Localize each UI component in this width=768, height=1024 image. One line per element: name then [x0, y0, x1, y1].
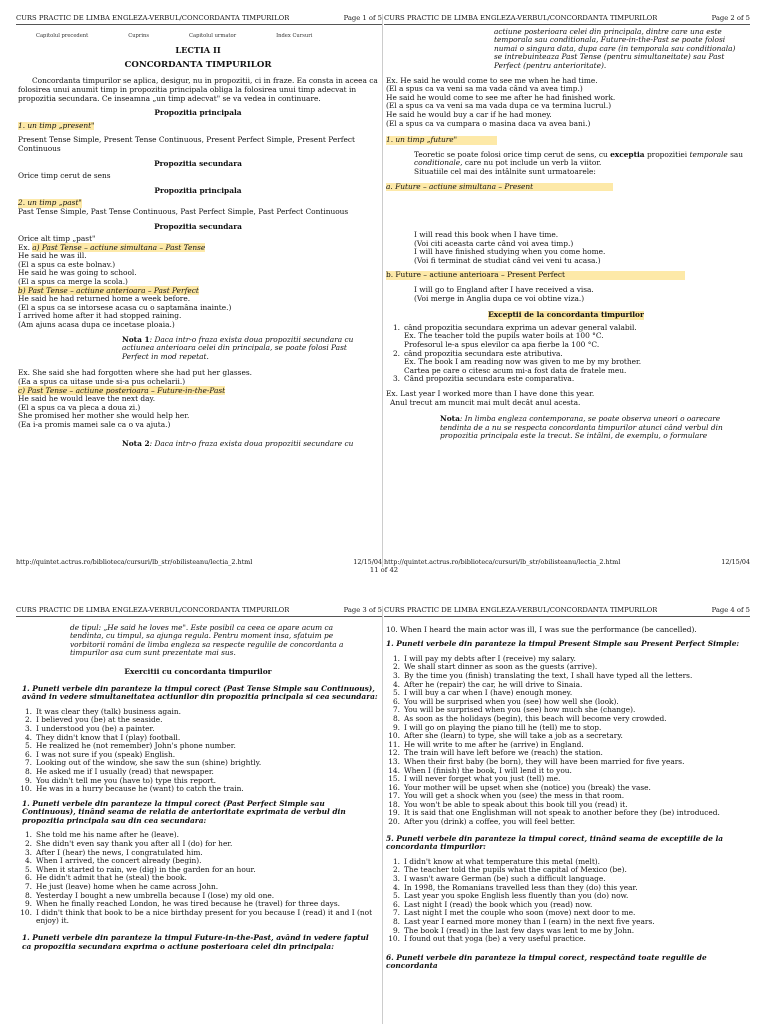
- rule-simultaneous: a) Past Tense – actiune simultana – Past Tense: [32, 242, 206, 252]
- footer-date: 12/15/04: [353, 558, 382, 567]
- list-item: 7. You will be surprised when you (see) how much she (change).: [392, 705, 636, 715]
- list-item: 3. After I (hear) the news, I congratulated him.: [24, 847, 203, 857]
- example-line: I arrived home after it had stopped raining.: [18, 311, 182, 321]
- section-heading: Propozitia principala: [154, 108, 242, 118]
- example-line: I will have finished studying when you come home.: [414, 247, 606, 257]
- list-item: 3. By the time you (finish) translating the text, I shall have typed all the letters.: [392, 670, 693, 680]
- exercise-list: [18, 831, 378, 926]
- document-page-1: [16, 14, 383, 567]
- list-item: 8. As soon as the holidays (begin), this beach will become very crowded.: [392, 713, 667, 723]
- list-item: 5. When it started to rain, we (dig) in the garden for an hour.: [24, 864, 256, 874]
- example-line: He said he was going to school.: [18, 268, 137, 278]
- example-line: I will go to England after I have received a visa.: [414, 285, 594, 295]
- example-line: (Am ajuns acasa dupa ce incetase ploaia.): [18, 320, 175, 330]
- intro-paragraph: Concordanta timpurilor se aplica, desigur, nu in propozitii, ci in fraze. Ea consta in aceea ca folosirea unui anumit timp in propozitia principala obliga la folosirea unui timp adecvat in propozitia secundara. Ce inseamna „un timp adecvat" se va vedea in continuare.: [18, 76, 378, 103]
- list-item: 4. In 1998, the Romanians travelled less than they (do) this year.: [392, 882, 638, 892]
- list-item: 2. I believed you (be) at the seaside.: [24, 715, 163, 725]
- exercise-instruction: 1. Puneti verbele din paranteze la timpul corect (Past Tense Simple sau Continuous), având in vedere simultaneitatea actiunilor din propozitia principala si cea secundara:: [22, 683, 378, 702]
- document-page-3: [16, 606, 383, 1024]
- rule-anterior: b) Past Tense – actiune anterioara – Past Perfect: [18, 285, 199, 295]
- example-prefix: Ex.: [18, 242, 33, 252]
- list-item: 9. The book I (read) in the last few days was lent to me by John.: [392, 925, 635, 935]
- exercise-list: [386, 655, 746, 827]
- list-item: Ex. The teacher told the pupils water boils at 100 °C.: [404, 331, 604, 341]
- list-item: 4. When I arrived, the concert already (begin).: [24, 856, 202, 866]
- page-number: Page 2 of 5: [711, 14, 750, 22]
- example-line: (El a spus ca va veni sa ma vada când va avea timp.): [386, 84, 583, 94]
- exercise-item: 10. When I heard the main actor was ill, I was sue the performance (be cancelled).: [386, 624, 697, 634]
- list-item: Cartea pe care o citesc acum mi-a fost data de fratele meu.: [404, 365, 627, 375]
- list-item: 5. I will buy a car when I (have) enough money.: [392, 688, 573, 698]
- list-item: 10. I didn't think that book to be a nice birthday present for you because I (read) it and I (not enjoy) it.: [20, 907, 373, 926]
- footer-url: http://quintet.actrus.ro/biblioteca/cursuri/lb_str/obilisteanu/lectia_2.html: [16, 558, 253, 567]
- example-line: He said he would buy a car if he had money.: [386, 109, 552, 119]
- note-2: Nota 2: Daca intr-o fraza exista doua propozitii secundare cu: [122, 438, 354, 448]
- example-line: Anul trecut am muncit mai mult decât anul acesta.: [390, 397, 581, 407]
- list-item: 10. I found out that yoga (be) a very useful practice.: [388, 934, 586, 944]
- list-item: 8. Last year I earned more money than I (earn) in the next five years.: [392, 917, 655, 926]
- exercise-instruction: 5. Puneti verbele din paranteze la timpul corect, tinând seama de exceptiile de la concordanta timpurilor:: [386, 833, 724, 852]
- list-item: 18. You won't be able to speak about this book till you (read) it.: [388, 799, 628, 809]
- page-number: Page 3 of 5: [343, 606, 382, 614]
- lesson-number: LECTIA II: [175, 45, 221, 56]
- chapter-nav: [36, 32, 378, 41]
- list-item: 10. He was in a hurry because he (want) to catch the train.: [20, 784, 244, 794]
- example-line: (El a spus ca va veni sa ma vada dupa ce va termina lucrul.): [386, 101, 612, 111]
- list-item: 1. She told me his name after he (leave).: [24, 830, 179, 840]
- example-line: He said he was ill.: [18, 251, 87, 261]
- list-item: 6. You will be surprised when you (see) how well she (look).: [392, 696, 619, 706]
- list-item: Ex. The book I am reading now was given to me by my brother.: [404, 357, 642, 367]
- header-title: CURS PRACTIC DE LIMBA ENGLEZA-VERBUL/CONCORDANTA TIMPURILOR: [16, 14, 290, 22]
- present-tenses-list: Present Tense Simple, Present Tense Continuous, Present Perfect Simple, Present Perfect Continuous: [18, 135, 356, 153]
- section-heading: Propozitia secundara: [154, 221, 242, 231]
- rule-future-anterior: b. Future – actiune anterioara – Present Perfect: [386, 271, 685, 280]
- example-line: (El a spus ca va pleca a doua zi.): [18, 402, 141, 412]
- rule-item-future: 1. un timp „future": [386, 136, 497, 145]
- list-item: 1. It was clear they (talk) business again.: [24, 706, 181, 716]
- page-header: [16, 14, 382, 25]
- page-header: [384, 606, 750, 617]
- page-header: [384, 14, 750, 25]
- list-item: 3. I wasn't aware German (be) such a difficult language.: [392, 874, 606, 884]
- example-line: He said he would leave the next day.: [18, 394, 156, 404]
- list-item: 13. When their first baby (be born), they will have been married for five years.: [388, 756, 685, 766]
- list-item: 6. Last night I (read) the book which you (read) now.: [392, 899, 593, 909]
- rule-posterior: c) Past Tense – actiune posterioara – Future-in-the-Past: [18, 385, 226, 395]
- rule-item-present: 1. un timp „present": [18, 120, 95, 130]
- theory-text: Teoretic se poate folosi orice timp cerut de sens, cu exceptia propozitiei temporale sau conditionale, care nu pot include un verb la viitor.: [414, 149, 744, 168]
- document-page-2: [384, 14, 750, 567]
- header-title: CURS PRACTIC DE LIMBA ENGLEZA-VERBUL/CONCORDANTA TIMPURILOR: [16, 606, 290, 614]
- list-item: 8. He asked me if I usually (read) that newspaper.: [24, 766, 214, 776]
- nav-link-contents[interactable]: Cuprins: [128, 32, 150, 39]
- list-item: 6. I was not sure if you (speak) English.: [24, 749, 176, 759]
- list-item: 7. Last night I met the couple who soon (move) next door to me.: [392, 908, 636, 918]
- note: Nota: In limba engleza contemporana, se poate observa uneori o oarecare tendinta de a nu se respecta concordanta timpurilor atunci când verbul din propozitia principala este la trecut. Se intâlni, de exemplu, o formulare: [440, 414, 723, 441]
- list-item: 4. After he (repair) the car, he will drive to Sinaia.: [392, 679, 583, 689]
- header-title: CURS PRACTIC DE LIMBA ENGLEZA-VERBUL/CONCORDANTA TIMPURILOR: [384, 606, 658, 614]
- example-line: He said he would come to see me after he had finished work.: [386, 92, 616, 102]
- list-item: 9. I will go on playing the piano till he (tell) me to stop.: [392, 722, 602, 732]
- page-number: Page 4 of 5: [711, 606, 750, 614]
- page-number: Page 1 of 5: [343, 14, 382, 22]
- list-item: 9. You didn't tell me you (have to) type this report.: [24, 775, 216, 785]
- example-line: He said he had returned home a week before.: [18, 294, 191, 304]
- example-line: (Voi merge in Anglia dupa ce voi obtine viza.): [414, 293, 585, 303]
- nav-link-previous[interactable]: Capitolul precedent: [36, 32, 89, 39]
- page-header: [16, 606, 382, 617]
- example-line: Ex. She said she had forgotten where she had put her glasses.: [18, 368, 252, 378]
- list-item: Profesorul le-a spus elevilor ca apa fierbe la 100 °C.: [404, 340, 600, 350]
- exercise-list: [18, 708, 378, 794]
- list-item: 11. He will write to me after he (arrive) in England.: [388, 739, 584, 749]
- section-heading: Propozitia secundara: [154, 158, 242, 168]
- example-line: I will read this book when I have time.: [414, 230, 559, 240]
- list-item: 9. When he finally reached London, he was tired because he (travel) for three days.: [24, 899, 340, 909]
- list-item: 2. The teacher told the pupils what the capital of Mexico (be).: [392, 865, 627, 875]
- header-title: CURS PRACTIC DE LIMBA ENGLEZA-VERBUL/CONCORDANTA TIMPURILOR: [384, 14, 658, 22]
- section-heading: Propozitia principala: [154, 185, 242, 195]
- footer-url: http://quintet.actrus.ro/biblioteca/cursuri/lb_str/obilisteanu/lectia_2.html: [384, 558, 621, 567]
- example-line: Ex. He said he would come to see me when he had time.: [386, 75, 598, 85]
- lesson-title: CONCORDANTA TIMPURILOR: [124, 59, 272, 70]
- list-item: 15. I will never forget what you just (tell) me.: [388, 774, 561, 784]
- list-item: 8. Yesterday I bought a new umbrella because I (lose) my old one.: [24, 890, 275, 900]
- example-line: (El a spus ca va cumpara o masina daca va avea bani.): [386, 118, 591, 128]
- nav-link-index[interactable]: Index Cursuri: [276, 32, 313, 39]
- body-text: Situatiile cel mai des intâlnite sunt urmatoarele:: [414, 166, 596, 176]
- list-item: 1. când propozitia secundara exprima un adevar general valabil.: [392, 322, 637, 332]
- list-item: 20. After you (drink) a coffee, you will feel better.: [388, 817, 576, 827]
- exercise-instruction: 1. Puneti verbele din paranteze la timpul Future-in-the-Past, având in vedere faptul ca propozitia secundara exprima o actiune posterioara celei din principala:: [22, 933, 369, 951]
- example-line: She promised her mother she would help her.: [18, 411, 190, 421]
- exercises-title: Exercitii cu concordanta timpurilor: [124, 666, 272, 676]
- list-item: 3. Când propozitia secundara este comparativa.: [392, 374, 575, 384]
- rule-future-simultaneous: a. Future – actiune simultana – Present: [386, 183, 613, 192]
- exercise-instruction: 1. Puneti verbele din paranteze la timpul corect (Past Perfect Simple sau Continuous), tinând seama de relatia de anterioritate exprimata de verbul din propozitia principala sau din cea secundara:: [22, 798, 346, 825]
- list-item: 2. She didn't even say thank you after all I (do) for her.: [24, 839, 233, 849]
- example-line: (El a spus ca merge la scola.): [18, 277, 128, 287]
- list-item: 4. They didn't know that I (play) football.: [24, 732, 181, 742]
- list-item: 17. You will get a shock when you (see) the mess in that room.: [388, 791, 625, 801]
- example-line: (Voi fi terminat de studiat când vei veni tu acasa.): [414, 255, 601, 265]
- list-item: 14. When I (finish) the book, I will lend it to you.: [388, 765, 572, 775]
- list-item: 19. It is said that one Englishman will not speak to another before they (be) introduced.: [388, 808, 720, 818]
- list-item: 1. I didn't know at what temperature this metal (melt).: [392, 856, 601, 866]
- list-item: 16. Your mother will be upset when she (notice) you (break) the vase.: [388, 782, 651, 792]
- exceptions-list: [386, 324, 746, 384]
- exercise-list: [386, 858, 746, 944]
- list-item: 12. The train will have left before we (reach) the station.: [388, 748, 603, 758]
- example-line: (Ea i-a promis mamei sale ca o va ajuta.): [18, 419, 171, 429]
- body-text: Orice timp cerut de sens: [18, 171, 111, 181]
- list-item: 2. când propozitia secundara este atributiva.: [392, 348, 563, 358]
- exercise-instruction: 6. Puneti verbele din paranteze la timpul corect, respectând toate regulile de concordanta: [386, 952, 707, 971]
- nav-link-next[interactable]: Capitolul urmator: [189, 32, 237, 39]
- document-page-4: [384, 606, 750, 1024]
- footer-date: 12/15/04: [721, 558, 750, 567]
- example-line: Ex. Last year I worked more than I have done this year.: [386, 389, 595, 398]
- list-item: 10. After she (learn) to type, she will take a job as a secretary.: [388, 731, 623, 741]
- list-item: 1. I will pay my debts after I (receive) my salary.: [392, 653, 576, 663]
- section-heading: Exceptii de la concordanta timpurilor: [488, 310, 644, 320]
- body-text: Orice alt timp „past": [18, 234, 96, 244]
- list-item: 7. He just (leave) home when he came across John.: [24, 882, 219, 892]
- example-line: (Ea a spus ca uitase unde si-a pus ochelarii.): [18, 377, 186, 386]
- example-line: (Voi citi aceasta carte când voi avea timp.): [414, 238, 574, 248]
- list-item: 5. He realized he (not remember) John's phone number.: [24, 741, 236, 751]
- page-counter: 11 of 42: [369, 566, 399, 574]
- past-tenses-list: Past Tense Simple, Past Tense Continuous, Past Perfect Simple, Past Perfect Continuous: [18, 206, 349, 216]
- list-item: 6. He didn't admit that he (steal) the book.: [24, 873, 187, 883]
- note-1: Nota 1: Daca intr-o fraza exista doua propozitii secundara cu actiunea anterioara celei din principala, se poate folosi Past Perfect in mod repetat.: [122, 334, 354, 361]
- example-line: (El a spus ca este bolnav.): [18, 259, 116, 269]
- list-item: 2. We shall start dinner as soon as the guests (arrive).: [392, 662, 598, 672]
- exercise-instruction: 1. Puneti verbele din paranteze la timpul Present Simple sau Present Perfect Simple:: [386, 639, 740, 649]
- note-continuation: actiune posterioara celei din principala, dintre care una este temporala sau conditionala, Future-in-the-Past se poate folosi numai o singura data, dupa care (in temporala sau conditionala) se intrebuinteaza Past Tense (pentru simultaneitate) sau Past Perfect (pentru anterioritate).: [494, 26, 736, 70]
- list-item: 5. Last year you spoke English less fluently than you (do) now.: [392, 891, 629, 901]
- example-line: (El a spus ca se intorsese acasa cu o saptamâna inainte.): [18, 302, 232, 312]
- rule-item-past: 2. un timp „past": [18, 198, 82, 208]
- list-item: 7. Looking out of the window, she saw the sun (shine) brightly.: [24, 758, 262, 768]
- note-continuation: de tipul: „He said he loves me". Este posibil ca ceea ce apare acum ca tendinta, cu timpul, sa ajunga regula. Pentru moment insa, sfatuim pe vorbitorii români de limba engleza sa respecte regulile de concordanta a timpurilor asa cum sunt prezentate mai sus.: [70, 622, 344, 658]
- list-item: 3. I understood you (be) a painter.: [24, 723, 155, 733]
